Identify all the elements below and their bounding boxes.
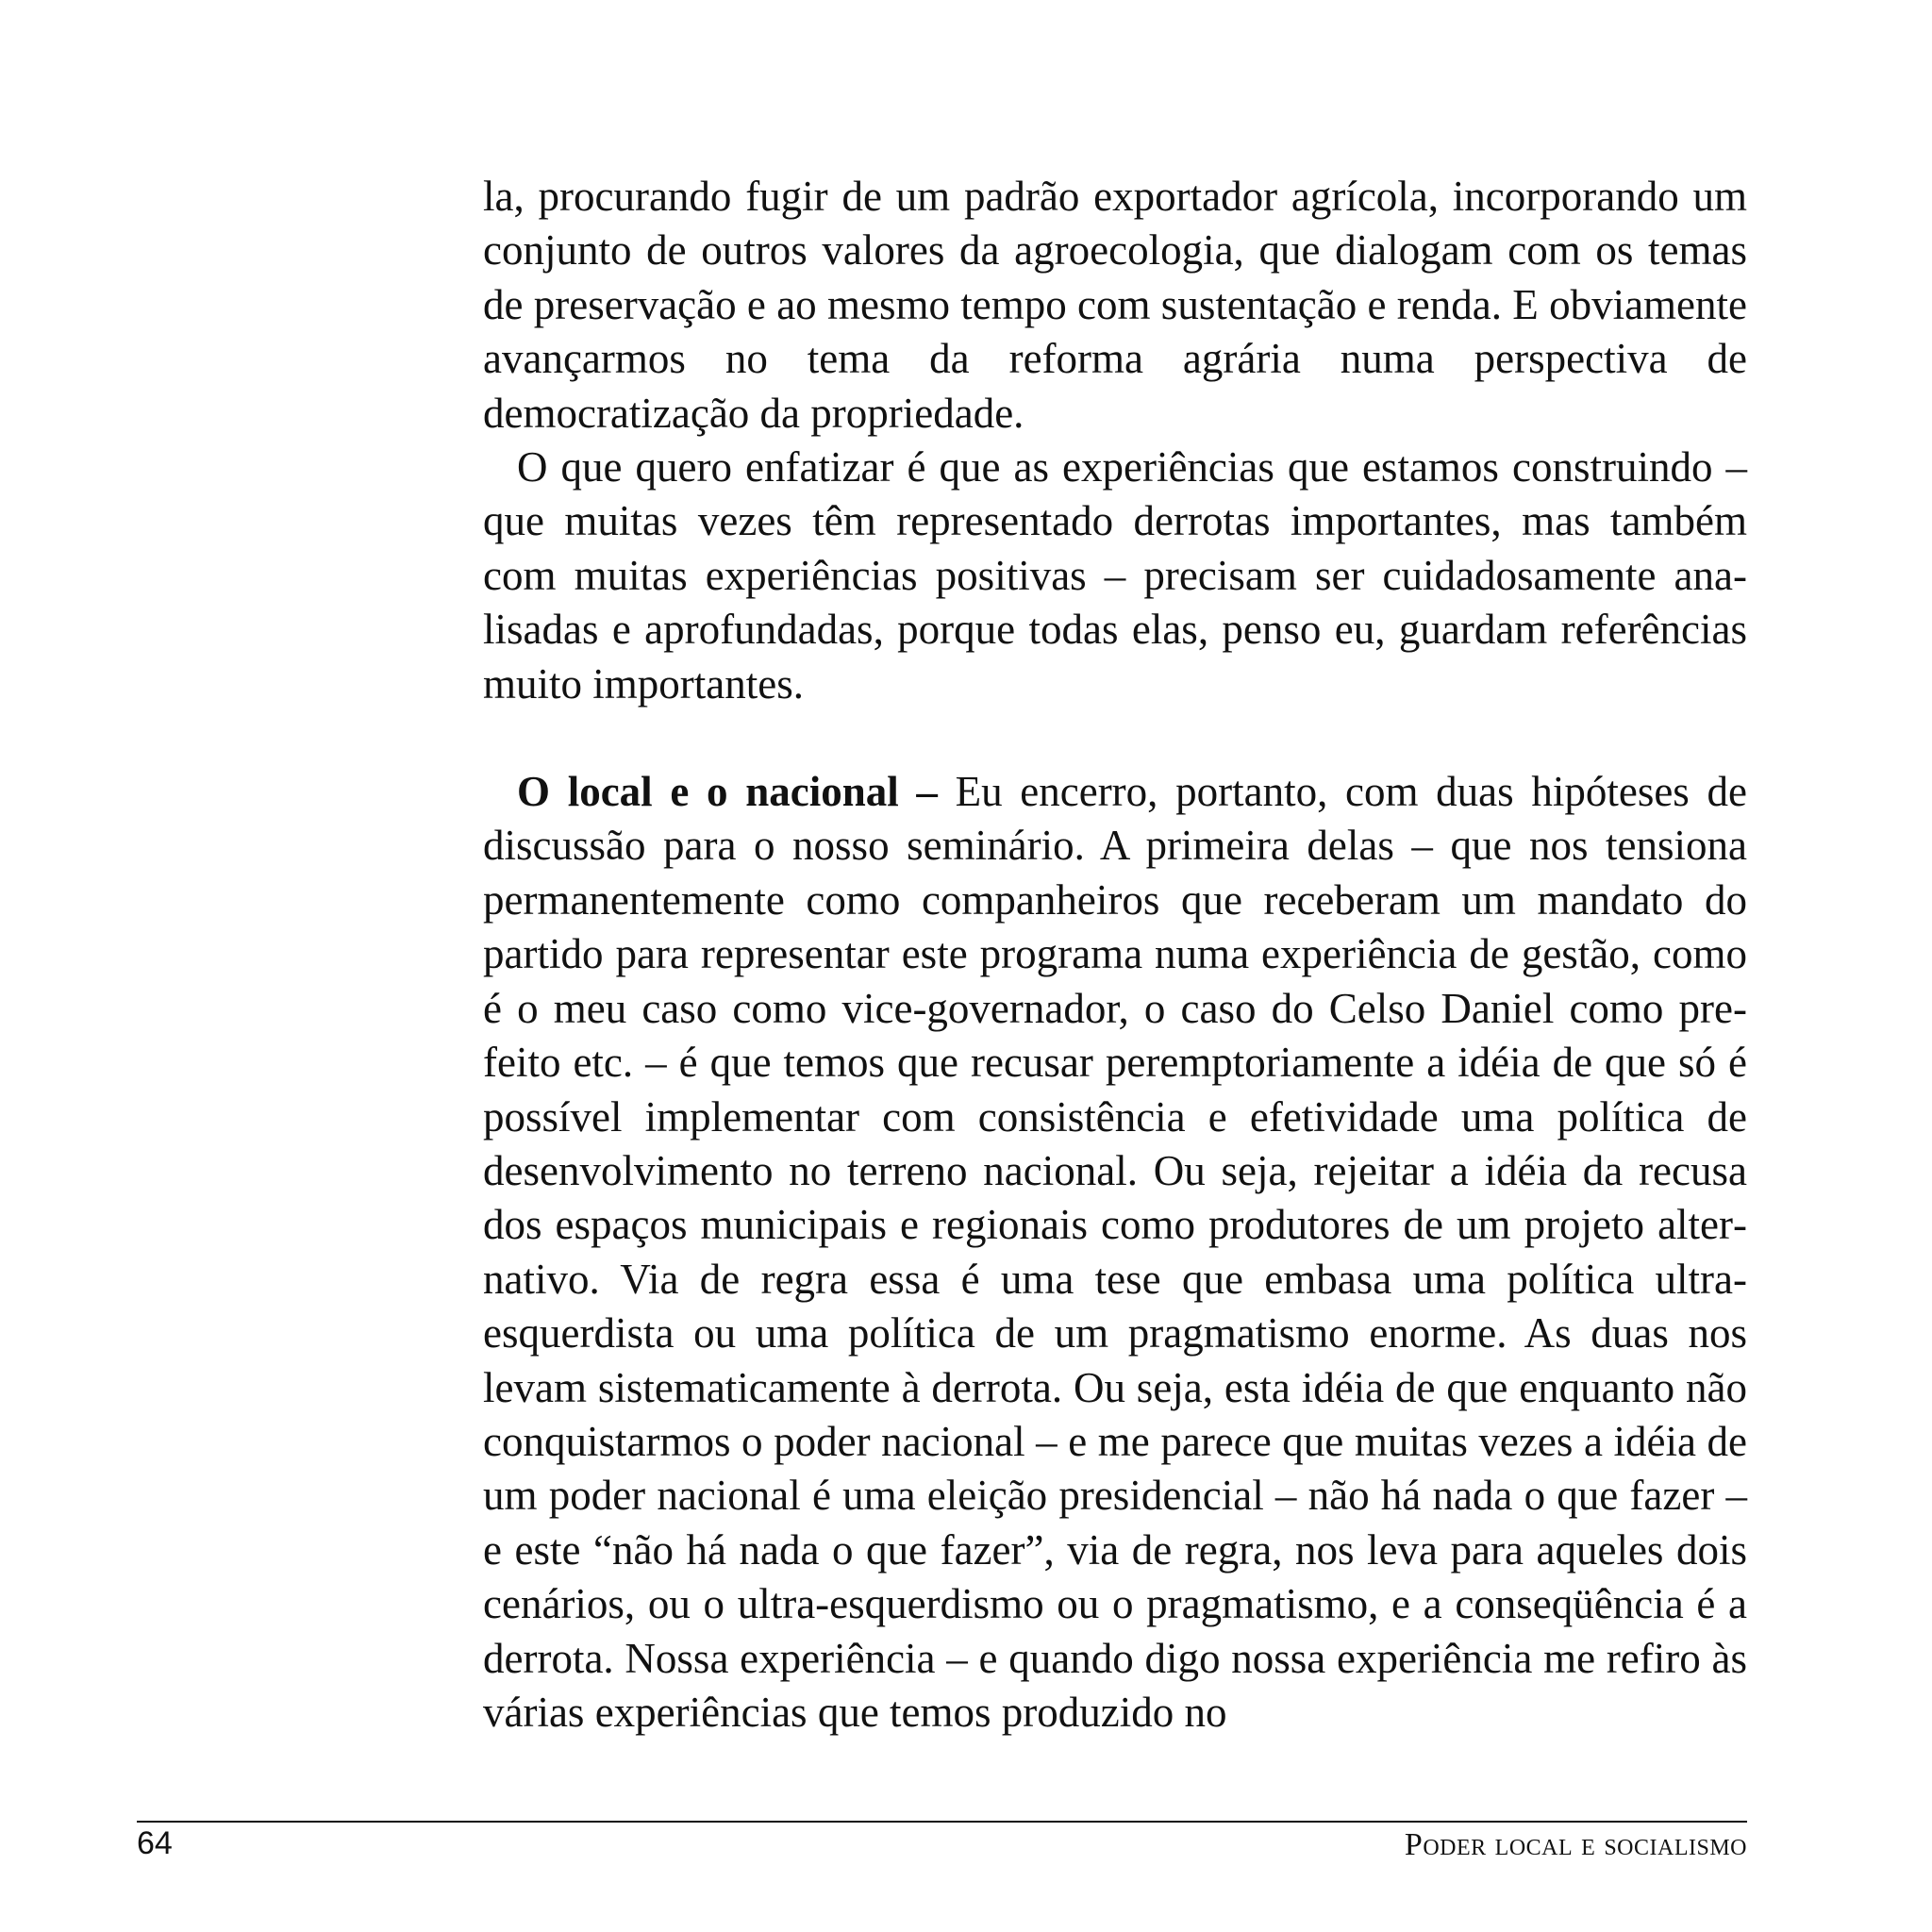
running-title: Poder local e socialismo xyxy=(1404,1827,1747,1862)
footer-divider xyxy=(137,1821,1747,1823)
paragraph-continued: la, procurando fugir de um padrão exportador agrícola, incorporando um conjunto de outros valores da agroecologia, que dialogam com os temas de preservação e ao mesmo tempo com sustentação e renda. E obviamente avançarmos no tema da reforma agrária numa perspectiva de democratização da propriedade. xyxy=(483,173,1747,437)
paragraph: O que quero enfatizar é que as experiências que estamos construindo – que muitas vezes têm representado derrotas importantes, mas também com muitas experiências positivas – precisam ser cuidadosamente analisadas e aprofundadas, porque todas elas, penso eu, guardam referências muito importantes. xyxy=(483,443,1747,708)
section-paragraph xyxy=(483,765,1747,1740)
section-heading: O local e o nacional – xyxy=(517,768,938,816)
section-paragraph-text: Eu encerro, portanto, com duas hipóteses de discussão para o nosso seminário. A primeira delas – que nos tensiona permanentemente como companheiros que receberam um mandato do partido para representar este programa numa experiência de gestão, como é o meu caso como vice-governador, o caso do Celso Daniel como prefeito etc. – é que temos que recusar peremptoriamente a idéia de que só é possível implementar com consistência e efetividade uma política de desenvolvimento no terreno nacional. Ou seja, rejeitar a idéia da recusa dos espaços municipais e regionais como produtores de um projeto alternativo. Via de regra essa é uma tese que embasa uma política ultra-esquerdista ou uma política de um pragmatismo enorme. As duas nos levam sistematicamente à derrota. Ou seja, esta idéia de que enquanto não conquistarmos o poder nacional – e me parece que muitas vezes a idéia de um poder nacional é uma eleição presidencial – não há nada o que fazer – e este “não há nada o que fazer”, via de regra, nos leva para aqueles dois cenários, ou o ultra-esquerdismo ou o pragmatismo, e a conseqüência é a derrota. Nossa experiência – e quando digo nossa experiência me refiro às várias experiências que temos produzido no xyxy=(483,768,1747,1736)
body-text xyxy=(483,170,1747,1740)
page-number: 64 xyxy=(137,1825,173,1861)
